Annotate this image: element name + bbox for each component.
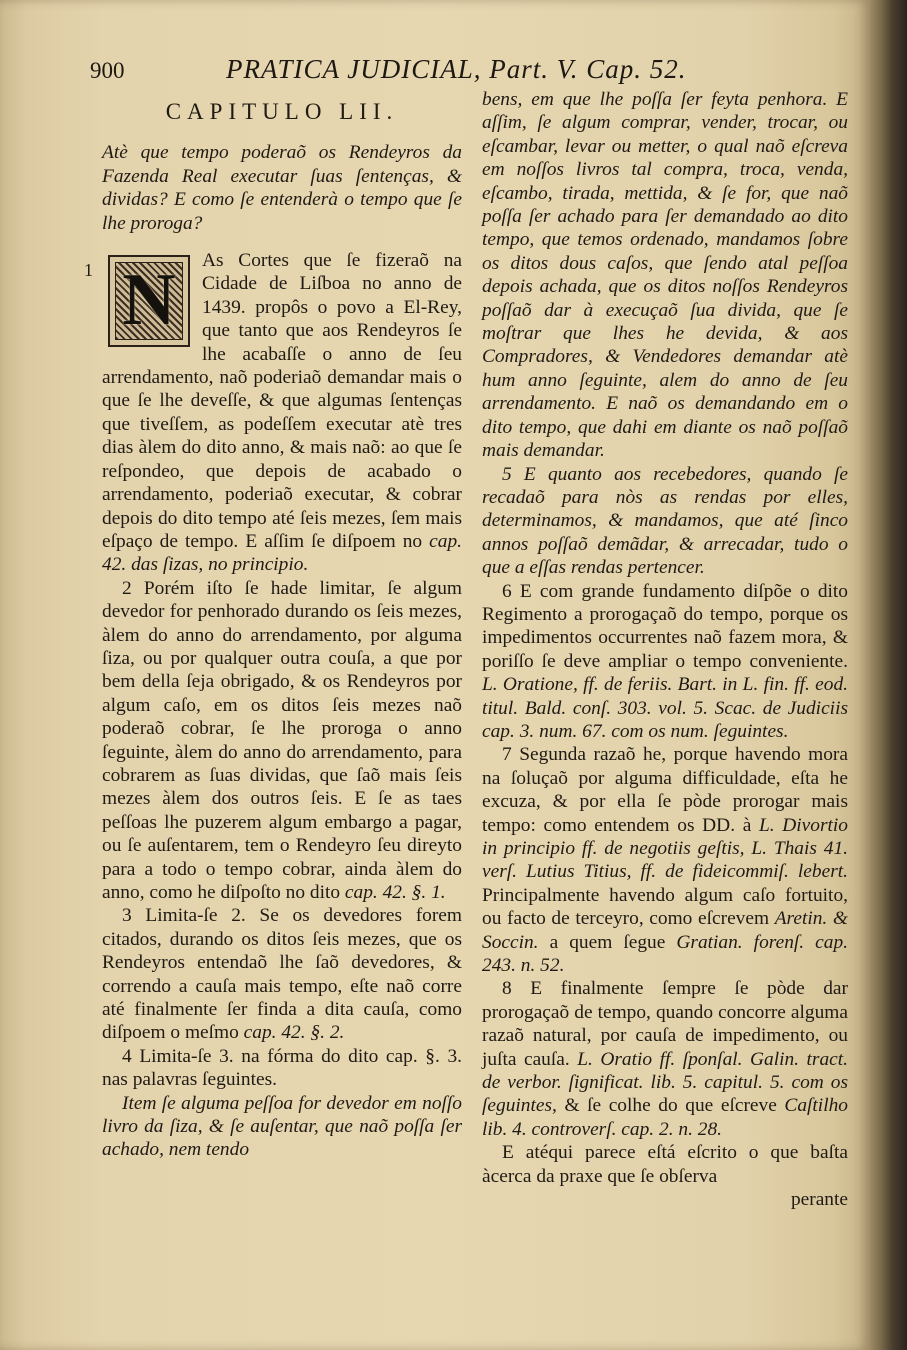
page-header — [90, 52, 860, 84]
paragraph-8-body-b: & ſe colhe do que eſcreve — [564, 1095, 777, 1117]
quoted-ordinance-continued: bens, em que lhe poſſa ſer feyta penhora. E aſſim, ſe algum comprar, vender, trocar, ou eſcambar, levar ou metter, o qual naõ eſcreva em noſſos livros tal compra, troca, venda, eſcambo, tirada, mettida, & ſe for, que naõ poſſa ſer achado para ſer demandado ao dito tempo, que temos ordenado, mandamos ſobre os ditos dous caſos, que ſendo atal peſſoa depois achada, que os ditos noſſos Rendeyros poſſaõ dar à execuçaõ ſua divida, que ſe moſtrar que lhes he devida, & aos Compradores, & Vendedores demandar atè hum anno ſeguinte, alem do anno de ſeu arrendamento. E naõ os demandando em o dito tempo, que dahi em diante os naõ poſſaõ mais demandar. — [482, 89, 848, 462]
paragraph-7-body-c: a quem ſegue — [549, 931, 666, 953]
citation: Caſtilho lib. 4. controverſ. cap. 2. n. 28. — [482, 1095, 848, 1140]
citation: L. Oratione, ff. de feriis. Bart. in L. fin. ff. eod. titul. Bald. conſ. 303. vol. 5. Scac. de Judiciis cap. 3. num. 67. com os num. ſeguintes. — [482, 674, 848, 742]
paragraph-8 — [482, 977, 848, 1141]
paragraph-7 — [482, 743, 848, 977]
drop-cap-letter: N — [122, 259, 176, 342]
quoted-ordinance: Item ſe alguma peſſoa for devedor em noſſo livro da ſiza, & ſe auſentar, que naõ poſſa ſer achado, nem tendo — [102, 1092, 462, 1161]
paragraph-2-body: 2 Porém iſto ſe hade limitar, ſe algum devedor for penhorado durando os ſeis mezes, àlem do anno do arrendamento, por alguma ſiza, ou por qualquer outra couſa, a que por bem della ſeja obrigado, & os Rendeyros por algum caſo, em os ditos ſeis mezes naõ poderaõ cobrar, ſe lhe proroga o anno ſeguinte, àlem do anno do arrendamento, para cobrarem as ſuas dividas, que ſaõ mais ſeis mezes àlem dos outros ſeis. E ſe as taes peſſoas lhe puzerem algum embargo a pagar, ou ſe auſentarem, tem o Rendeyro ſeu direyto para a todo o tempo cobrar, ainda àlem do anno, como he diſpoſto no dito — [102, 577, 462, 903]
left-column — [84, 88, 462, 1162]
paragraph-5: 5 E quanto aos recebedores, quando ſe recadaõ para nòs as rendas por elles, determinamos, & mandamos, que até ſinco annos poſſaõ demãdar, & arrecadar, tudo o que a eſſas rendas pertencer. — [482, 463, 848, 579]
paragraph-6 — [482, 580, 848, 744]
paragraph-3 — [102, 904, 462, 1044]
paragraph-7-body-b: Principalmente havendo algum caſo fortuito, ou facto de terceyro, como eſcrevem — [482, 884, 848, 930]
paragraph-2 — [102, 577, 462, 905]
citation: cap. 42. das ſizas, no principio. — [102, 530, 462, 576]
paragraph-4: 4 Limita-ſe 3. na fórma do dito cap. §. 3. nas palavras ſeguintes. — [102, 1045, 462, 1091]
paragraph-6-body: 6 E com grande fundamento diſpõe o dito Regimento a prorogaçaõ do tempo, porque os impedimentos occurrentes naõ fazem mora, & poriſſo ſe deve ampliar o tempo conveniente. — [482, 580, 848, 672]
book-edge — [870, 0, 907, 1350]
citation: Aretin. & Soccin. — [482, 908, 848, 953]
page-number: 900 — [90, 58, 125, 83]
chapter-summary: Atè que tempo poderaõ os Rendeyros da Fazenda Real executar ſuas ſentenças, & dividas? E como ſe entenderà o tempo que ſe lhe proroga? — [102, 142, 462, 234]
citation: Gratian. forenſ. cap. 243. n. 52. — [482, 931, 849, 977]
paragraph-3-body: 3 Limita-ſe 2. Se os devedores forem citados, durando os ditos ſeis mezes, que os Rendeyros entendaõ lhe ſaõ devedores, & correndo a cauſa mais tempo, eſte naõ corre até finalmente ſer finda a dita cauſa, como diſpoem o meſmo — [102, 905, 462, 1044]
paragraph-8-body: 8 E finalmente ſempre ſe pòde dar prorogaçaõ de tempo, quando concorre alguma razaõ natural, por cauſa de impedimento, ou juſta cauſa. — [482, 978, 848, 1070]
catchword: perante — [790, 1189, 848, 1211]
paragraph-7-body: 7 Segunda razaõ he, porque havendo mora na ſoluçaõ por alguma difficuldade, eſta he excuza, & por ella ſe pòde prorogar mais tempo: como entendem os DD. à — [482, 744, 848, 836]
right-column — [482, 88, 848, 1212]
citation: L. Oratio ff. ſponſal. Galin. tract. de verbor. ſignificat. lib. 5. capitul. 5. com os ſeguintes, — [482, 1048, 848, 1117]
citation: cap. 42. §. 2. — [243, 1022, 345, 1044]
paragraph-1 — [84, 249, 462, 577]
paragraph-number: 1 — [84, 260, 93, 281]
chapter-heading: CAPITULO LII. — [165, 99, 399, 124]
citation: cap. 42. §. 1. — [344, 882, 446, 903]
drop-cap-ornament — [108, 255, 190, 347]
paragraph-9: E atéqui parece eſtá eſcrito o que baſta àcerca da praxe que ſe obſerva — [482, 1142, 848, 1187]
running-title: PRATICA JUDICIAL, Part. V. Cap. 52. — [226, 54, 687, 84]
paragraph-1-body: As Cortes que ſe fizeraõ na Cidade de Liſboa no anno de 1439. propôs o povo a El-Rey, que tanto que aos Rendeyros ſe lhe acabaſſe o anno de ſeu arrendamento, naõ poderiaõ demandar mais o que ſe lhe deveſſe, & que algumas ſentenças que tiveſſem, as podeſſem executar atè tres dias àlem do dito anno, & mais naõ: ao que ſe reſpondeo, que depois de acabado o arrendamento, poderiaõ executar, & cobrar depois do dito tempo até ſeis mezes, ſem mais eſpaço de tempo. E aſſim ſe diſpoem no — [102, 250, 462, 552]
citation: L. Divortio in principio ff. de negotiis geſtis, L. Thais 41. verſ. Lutius Titius, ff. de fideicommiſ. lebert. — [482, 814, 848, 883]
